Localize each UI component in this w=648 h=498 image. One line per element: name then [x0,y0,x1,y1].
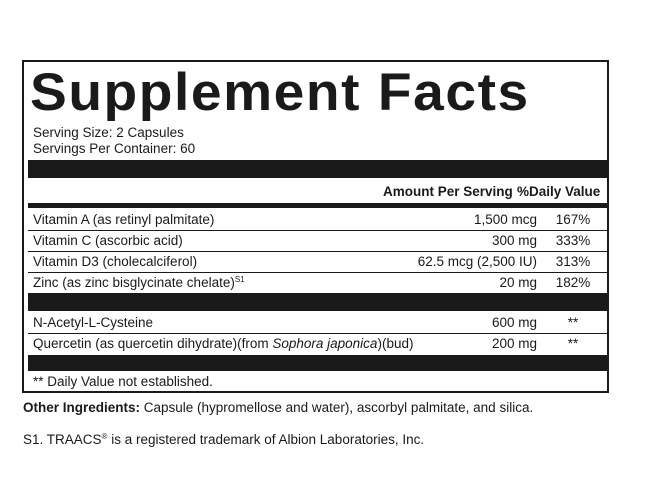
other-ingredients [23,400,533,416]
nutrient-dv: 333% [555,233,591,248]
nutrient-amount: 300 mg [491,233,537,248]
panel-title: Supplement Facts [30,63,530,122]
nutrient-dv: 182% [555,275,591,290]
ingredient-row [28,334,607,353]
ingredient-amount: 200 mg [491,336,537,351]
thick-divider-top [28,160,607,178]
nutrient-name: Zinc (as zinc bisglycinate chelate)$^{S1}$ [33,275,245,290]
ingredient-name: N-Acetyl-L-Cysteine [33,315,154,330]
servings-per-container: Servings Per Container: 60 [33,141,196,156]
nutrient-amount: 62.5 mcg (2,500 IU) [417,254,537,269]
supplement-facts-panel [22,60,609,393]
nutrient-dv: 313% [555,254,591,269]
ingredient-amount: 600 mg [491,315,537,330]
nutrient-name: Vitamin D3 (cholecalciferol) [33,254,198,269]
nutrient-amount: 20 mg [499,275,537,290]
footnote-marker: S1 [234,275,245,284]
other-ingredients-text: Capsule (hypromellose and water), ascorbyl palmitate, and silica. [140,400,534,415]
nutrient-row [28,273,607,292]
nutrient-row [28,252,607,271]
nutrient-row [28,231,607,250]
ingredient-row [28,313,607,332]
nutrient-name: Vitamin A (as retinyl palmitate) [33,212,215,227]
nutrient-row [28,210,607,229]
ingredient-dv: ** [567,315,579,330]
thick-divider-middle [28,293,607,311]
trademark-note: S1. TRAACS® is a registered trademark of Albion Laboratories, Inc. [23,432,425,447]
registered-mark: ® [101,432,108,441]
thick-divider-header [28,203,607,208]
other-ingredients-label: Other Ingredients: [23,400,141,415]
nutrient-dv: 167% [555,212,591,227]
daily-value-header: %Daily Value [517,184,601,199]
ingredient-dv: ** [567,336,579,351]
ingredient-name: Quercetin (as quercetin dihydrate)(from Sophora japonica)(bud) [33,336,414,351]
serving-size: Serving Size: 2 Capsules [33,125,184,140]
thick-divider-bottom [28,355,607,371]
dv-footnote: ** Daily Value not established. [33,374,213,389]
nutrient-amount: 1,500 mcg [473,212,537,227]
amount-per-serving-header: Amount Per Serving [383,184,513,199]
nutrient-name: Vitamin C (ascorbic acid) [33,233,183,248]
